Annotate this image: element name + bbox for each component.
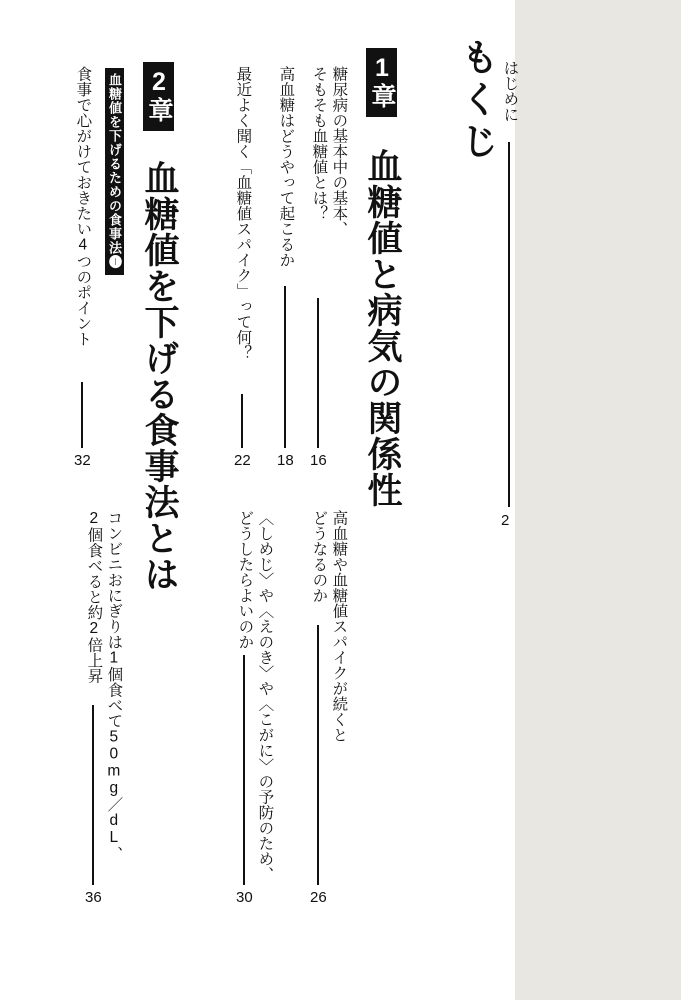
item-line-1: 最近よく聞く「血糖値スパイク」って何？ [234, 66, 252, 361]
item-page: 32 [74, 452, 91, 469]
item-line-1: 糖尿病の基本中の基本、 [330, 66, 348, 237]
page-edge-band [515, 0, 681, 1000]
leader-line [284, 286, 286, 448]
chapter-2-heading[interactable] [143, 62, 174, 136]
chapter-1-badge: 1章 [366, 48, 397, 117]
item-page: 26 [310, 889, 327, 906]
leader-line [317, 625, 319, 885]
item-page: 18 [277, 452, 294, 469]
chapter-1-title: 血糖値と病気の関係性 [363, 148, 402, 508]
item-page: 22 [234, 452, 251, 469]
item-page: 30 [236, 889, 253, 906]
item-line-1: コンビニおにぎりは1個食べて50mg／dL、 [105, 510, 123, 862]
toc-entry-intro-label: はじめに [501, 60, 519, 122]
toc-entry-intro-page: 2 [501, 512, 510, 529]
leader-line [243, 655, 245, 885]
page-title: もくじ [456, 38, 497, 164]
chapter-2-title: 血糖値を下げる食事法とは [140, 160, 179, 592]
item-line-2: どうしたらよいのか [236, 510, 254, 650]
chapter-2-badge: 2章 [143, 62, 174, 131]
leader-line [81, 382, 83, 448]
chapter-2-subtitle-label: 血糖値を下げるための食事法❶ [105, 68, 124, 275]
item-line-1: 食事で心がけておきたい4つのポイント [74, 66, 92, 347]
item-line-1: 高血糖はどうやって起こるか [277, 66, 295, 268]
item-line-2: どうなるのか [310, 510, 328, 603]
item-line-1: 高血糖や血糖値スパイクが続くと [330, 510, 348, 743]
leader-line [241, 394, 243, 448]
item-line-2: 2個食べると約2倍上昇 [85, 510, 103, 684]
chapter-1-heading[interactable] [366, 48, 397, 122]
item-page: 36 [85, 889, 102, 906]
leader-line [317, 298, 319, 448]
item-line-1: 〈しめじ〉や〈えのき〉や〈こがに〉の予防のため、 [256, 510, 274, 882]
leader-line [92, 705, 94, 885]
leader-line [508, 142, 510, 507]
item-page: 16 [310, 452, 327, 469]
item-line-2: そもそも血糖値とは？ [310, 66, 328, 221]
chapter-2-subtitle [105, 68, 124, 280]
